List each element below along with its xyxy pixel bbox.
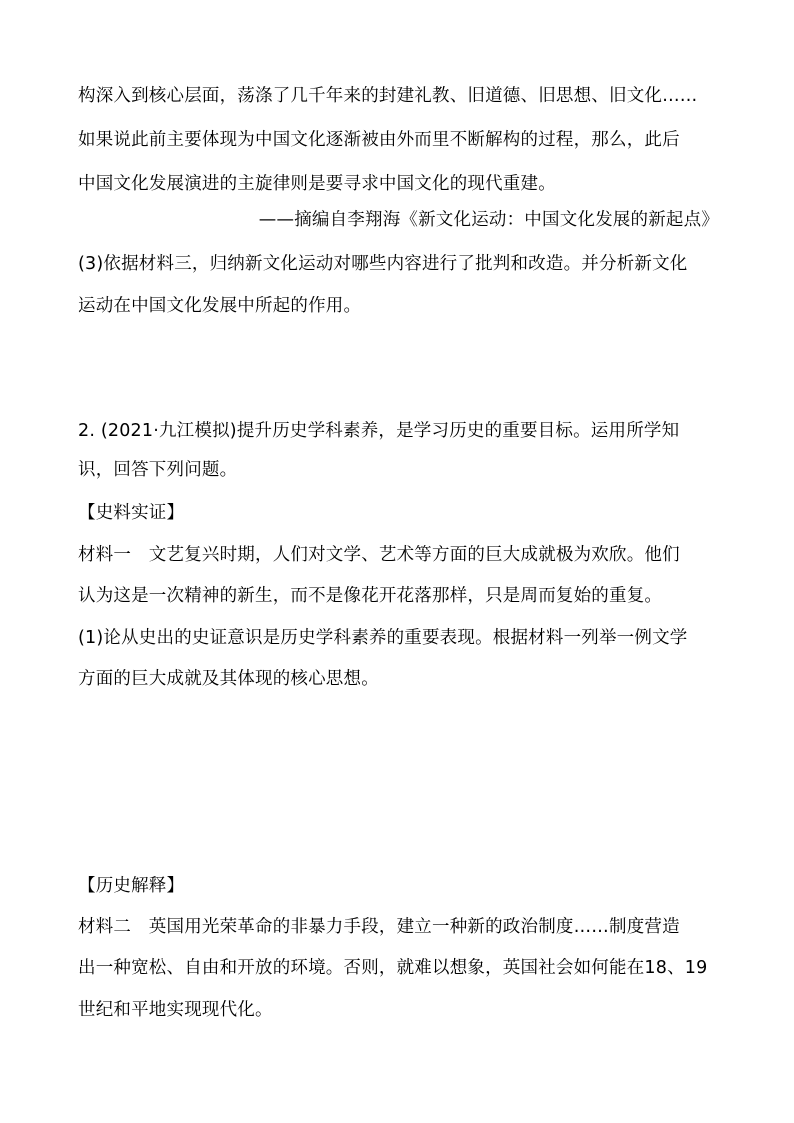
material2-text-line: 材料二 英国用光荣革命的非暴力手段，建立一种新的政治制度……制度营造: [78, 917, 680, 937]
question1-text-line: 方面的巨大成就及其体现的核心思想。: [78, 669, 379, 689]
section-heading-evidence: 【史料实证】: [78, 503, 185, 523]
material3-text-line: 如果说此前主要体现为中国文化逐渐被由外而里不断解构的过程，那么，此后: [78, 130, 680, 150]
material3-text-line: 构深入到核心层面，荡涤了几千年来的封建礼教、旧道德、旧思想、旧文化……: [78, 86, 698, 106]
material1-text-line: 材料一 文艺复兴时期，人们对文学、艺术等方面的巨大成就极为欢欣。他们: [78, 545, 680, 565]
problem2-text-line: 2. (2021·九江模拟)提升历史学科素养，是学习历史的重要目标。运用所学知: [78, 421, 680, 441]
question1-text-line: (1)论从史出的史证意识是历史学科素养的重要表现。根据材料一列举一例文学: [78, 628, 688, 648]
material1-text-line: 认为这是一次精神的新生，而不是像花开花落那样，只是周而复始的重复。: [78, 586, 663, 606]
material2-text-line: 世纪和平地实现现代化。: [78, 1000, 273, 1020]
material3-text-line: 中国文化发展演进的主旋律则是要寻求中国文化的现代重建。: [78, 174, 556, 194]
section-heading-interpretation: 【历史解释】: [78, 876, 185, 896]
material3-source: ——摘编自李翔海《新文化运动：中国文化发展的新起点》: [258, 210, 719, 230]
problem2-text-line: 识，回答下列问题。: [78, 460, 238, 480]
question3-text-line: (3)依据材料三，归纳新文化运动对哪些内容进行了批判和改造。并分析新文化: [78, 254, 688, 274]
question3-text-line: 运动在中国文化发展中所起的作用。: [78, 296, 362, 316]
material2-text-line: 出一种宽松、自由和开放的环境。否则，就难以想象，英国社会如何能在18、19: [78, 958, 708, 978]
